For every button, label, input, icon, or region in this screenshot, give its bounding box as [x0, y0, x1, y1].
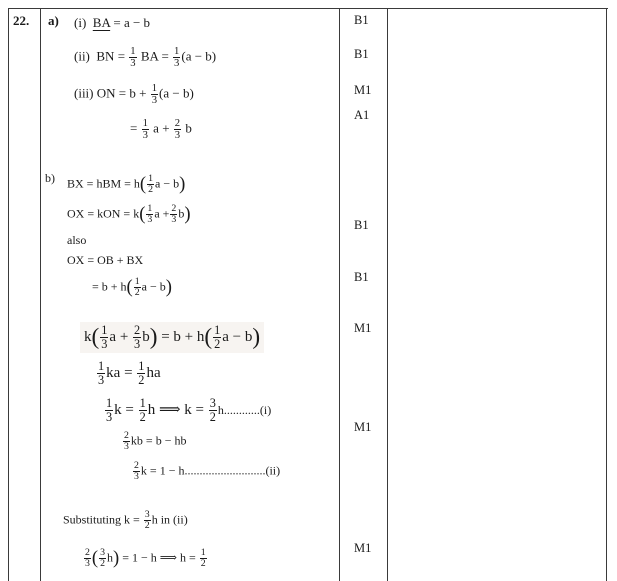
part-a-line-ii: (ii) BN = $\frac{1}{3}$ BA = $\frac{1}{3}$ (a − b)	[74, 46, 217, 70]
column-divider	[40, 8, 41, 581]
column-divider	[387, 8, 388, 581]
mark-b1: B1	[354, 270, 369, 284]
mark-b1: B1	[354, 47, 369, 61]
part-b-line-11: $\frac{2}{3}$ ( $\frac{3}{2}$ h) = 1 − h ⟹ h = $\frac{1}{2}$	[85, 547, 206, 570]
part-b-line-7: $\frac{1}{3}$ k = $\frac{1}{2}$ h ⟹ k = $\frac{3}{2}$ h............(i)	[106, 396, 272, 424]
part-b-line-1: BX = hBM = h( $\frac{1}{2}$ a − b)	[67, 173, 186, 196]
part-b-line-5: k( $\frac{1}{3}$ a + $\frac{2}{3}$ b) = b + h( $\frac{1}{2}$ a − b)	[80, 322, 264, 353]
part-b-line-4: = b + h( $\frac{1}{2}$ a − b)	[92, 276, 172, 299]
mark-a1: A1	[354, 108, 370, 122]
table-right-border	[606, 8, 607, 581]
mark-b1: B1	[354, 218, 369, 232]
part-a-line-i: (i) BA = a − b	[74, 15, 151, 30]
mark-m1: M1	[354, 420, 372, 434]
part-a-line-iv: = $\frac{1}{3}$ a + $\frac{2}{3}$ b	[130, 118, 192, 142]
table-top-border	[8, 8, 608, 9]
mark-m1: M1	[354, 83, 372, 97]
mark-m1: M1	[354, 541, 372, 555]
table-left-border	[8, 8, 9, 581]
column-divider	[339, 8, 340, 581]
part-b-label: b)	[45, 171, 55, 185]
part-b-line-8: $\frac{2}{3}$ kb = b − hb	[124, 430, 187, 453]
part-a-line-iii: (iii) ON = b + $\frac{1}{3}$ (a − b)	[74, 83, 194, 107]
part-b-line-6: $\frac{1}{3}$ ka = $\frac{1}{2}$ ha	[98, 359, 161, 387]
mark-m1: M1	[354, 321, 372, 335]
mark-b1: B1	[354, 13, 369, 27]
part-a-label: a)	[48, 13, 59, 28]
part-b-line-10: Substituting k = $\frac{3}{2}$ h in (ii)	[63, 509, 188, 532]
also-text: also	[67, 233, 87, 247]
part-b-line-9: $\frac{2}{3}$ k = 1 − h...........................(ii)	[134, 460, 281, 483]
part-b-line-2: OX = kON = k( $\frac{1}{3}$ a + $\frac{2}{3}$ b)	[67, 203, 191, 226]
question-number: 22.	[13, 13, 30, 28]
part-b-line-3: OX = OB + BX	[67, 253, 144, 267]
